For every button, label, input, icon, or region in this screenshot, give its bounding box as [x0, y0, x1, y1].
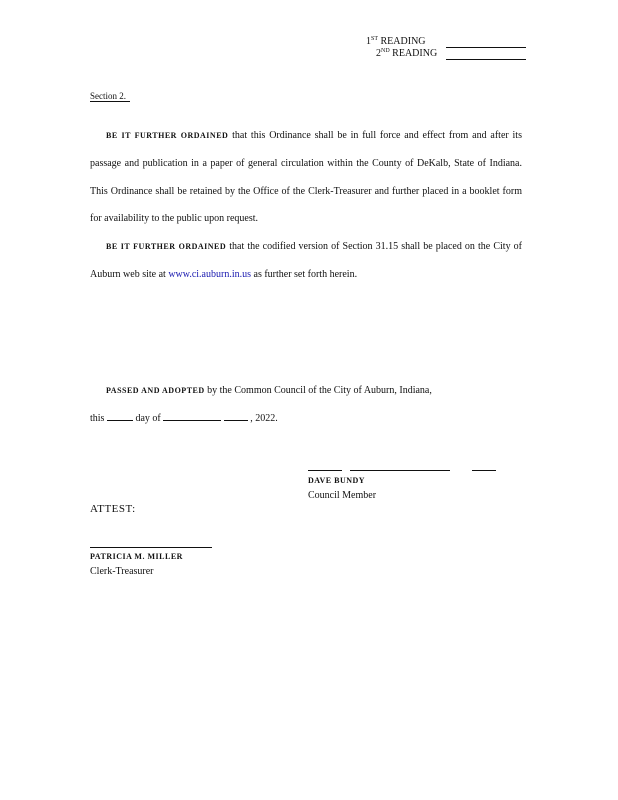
passed-line — [90, 377, 522, 405]
day-blank — [107, 410, 133, 421]
signature-1-line-b — [350, 470, 450, 471]
month-blank-2 — [224, 410, 248, 421]
paragraph-codified-version — [90, 233, 522, 289]
signature-1-line-c — [472, 470, 496, 471]
first-reading — [366, 36, 437, 48]
month-blank — [163, 410, 221, 421]
first-reading-suffix: ST — [371, 36, 379, 42]
passed-lead: PASSED AND ADOPTED — [106, 386, 205, 395]
date-line — [90, 405, 522, 433]
first-reading-line — [446, 47, 526, 48]
paragraph-1-text: that this Ordinance shall be in full force and effect from and after its passage and publication in a paper of general circulation within the County of DeKalb, State of Indiana. This Ordinance shall be retained by the Office of the Clerk-Treasurer and further placed in a booklet form for availability to the public upon request. — [90, 130, 522, 225]
paragraph-2-lead: BE IT FURTHER ORDAINED — [106, 242, 227, 252]
section-heading — [90, 91, 130, 101]
date-day-of: day of — [135, 412, 161, 424]
paragraph-2-text-1: that the codified version of Section 31.15 shall be placed on the City of Auburn web site at — [90, 241, 522, 280]
city-website-link[interactable]: www.ci.auburn.in.us — [168, 268, 251, 280]
second-reading-label: READING — [392, 48, 438, 59]
signature-1-line-a — [308, 470, 342, 471]
attester-name: PATRICIA M. MILLER — [90, 552, 183, 561]
signature-2-line — [90, 547, 212, 548]
first-reading-label: READING — [380, 36, 426, 47]
second-reading-line — [446, 59, 526, 60]
passed-adopted-block — [90, 377, 522, 433]
second-reading — [366, 48, 437, 60]
second-reading-number: 2 — [376, 48, 381, 59]
date-this: this — [90, 412, 105, 424]
ordinance-body — [90, 122, 522, 289]
first-reading-number: 1 — [366, 36, 371, 47]
paragraph-effective-date — [90, 122, 522, 233]
attester-title: Clerk-Treasurer — [90, 566, 154, 577]
attest-label: ATTEST: — [90, 503, 136, 515]
section-label: Section 2. — [90, 91, 130, 102]
reading-block — [366, 36, 437, 60]
passed-text: by the Common Council of the City of Auburn, Indiana, — [204, 385, 432, 396]
signer-name: DAVE BUNDY — [308, 476, 366, 485]
date-year: , 2022. — [250, 412, 278, 424]
second-reading-suffix: ND — [381, 48, 390, 54]
signer-title: Council Member — [308, 490, 377, 501]
paragraph-2-text-2: as further set forth herein. — [251, 268, 358, 280]
paragraph-1-lead: BE IT FURTHER ORDAINED — [106, 131, 229, 140]
